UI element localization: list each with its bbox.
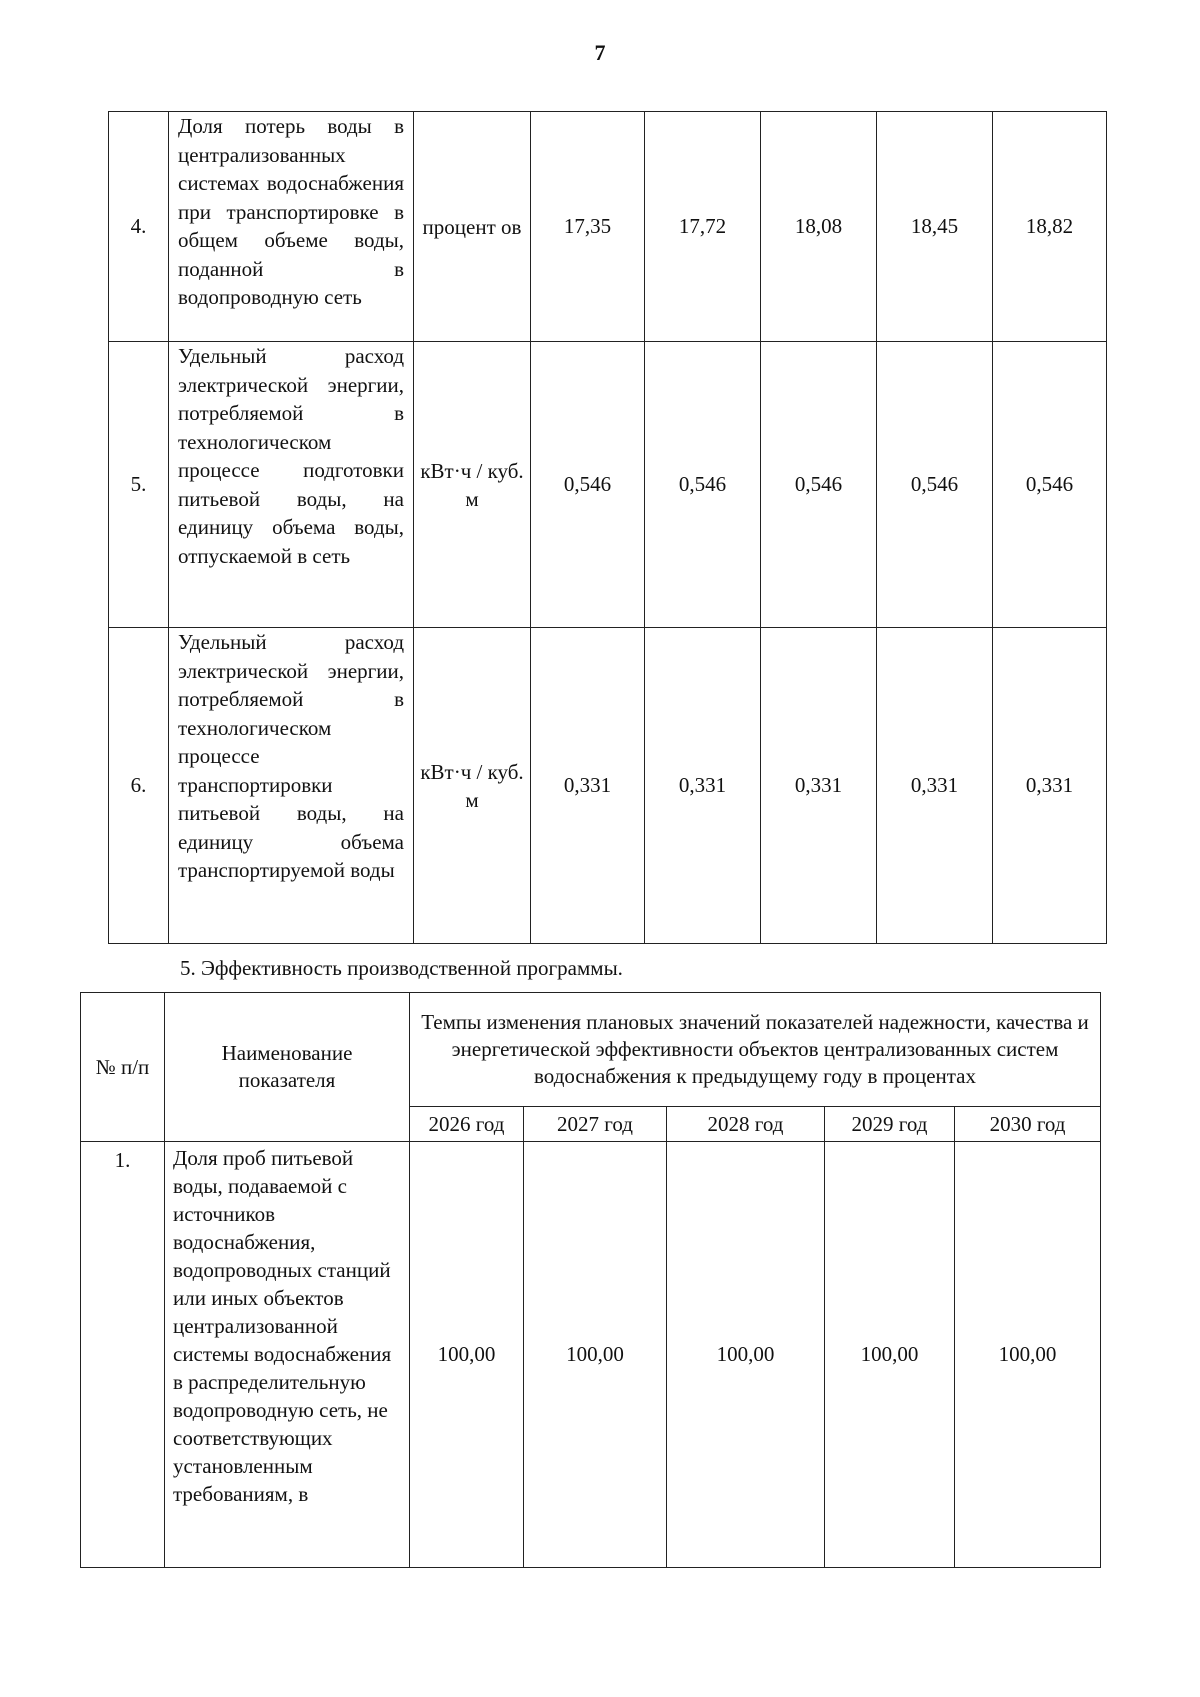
value-cell: 0,331	[761, 628, 877, 944]
value-cell: 18,82	[993, 112, 1107, 342]
value-cell: 100,00	[524, 1142, 667, 1568]
year-header: 2027 год	[524, 1107, 667, 1142]
table-row	[109, 342, 1107, 628]
row-number: 6.	[109, 628, 169, 944]
efficiency-table	[80, 992, 1101, 1568]
unit-cell: кВт·ч / куб. м	[414, 628, 531, 944]
value-cell: 18,08	[761, 112, 877, 342]
indicator-name: Удельный расход электрической энергии, потребляемой в технологическом процессе транспортировки питьевой воды, на единицу объема транспортируемой воды	[169, 628, 414, 944]
value-cell: 0,546	[993, 342, 1107, 628]
value-cell: 0,546	[877, 342, 993, 628]
value-cell: 100,00	[410, 1142, 524, 1568]
value-cell: 17,35	[531, 112, 645, 342]
value-cell: 0,546	[531, 342, 645, 628]
value-cell: 18,45	[877, 112, 993, 342]
value-cell: 0,331	[877, 628, 993, 944]
year-header: 2028 год	[667, 1107, 825, 1142]
header-number: № п/п	[81, 993, 165, 1142]
value-cell: 100,00	[667, 1142, 825, 1568]
table-header-row	[81, 993, 1101, 1107]
value-cell: 0,331	[531, 628, 645, 944]
indicators-table	[108, 111, 1107, 944]
value-cell: 0,546	[761, 342, 877, 628]
value-cell: 100,00	[825, 1142, 955, 1568]
year-header: 2030 год	[955, 1107, 1101, 1142]
row-number: 4.	[109, 112, 169, 342]
value-cell: 100,00	[955, 1142, 1101, 1568]
value-cell: 0,331	[645, 628, 761, 944]
year-header: 2029 год	[825, 1107, 955, 1142]
table-row	[109, 112, 1107, 342]
section-heading: 5. Эффективность производственной программы.	[180, 956, 623, 980]
year-header: 2026 год	[410, 1107, 524, 1142]
row-number: 1.	[81, 1142, 165, 1568]
indicator-name: Доля проб питьевой воды, подаваемой с источников водоснабжения, водопроводных станций или иных объектов централизованной системы водоснабжения в распределительную водопроводную сеть, не соответствующих установленным требованиям, в	[165, 1142, 410, 1568]
table-row	[109, 628, 1107, 944]
indicator-name: Удельный расход электрической энергии, потребляемой в технологическом процессе подготовки питьевой воды, на единицу объема воды, отпускаемой в сеть	[169, 342, 414, 628]
indicator-name: Доля потерь воды в централизованных системах водоснабжения при транспортировке в общем объеме воды, поданной в водопроводную сеть	[169, 112, 414, 342]
value-cell: 17,72	[645, 112, 761, 342]
unit-cell: процент ов	[414, 112, 531, 342]
value-cell: 0,331	[993, 628, 1107, 944]
value-cell: 0,546	[645, 342, 761, 628]
unit-cell: кВт·ч / куб. м	[414, 342, 531, 628]
page-number: 7	[594, 40, 606, 65]
header-group: Темпы изменения плановых значений показателей надежности, качества и энергетической эффективности объектов централизованных систем водоснабжения к предыдущему году в процентах	[410, 993, 1101, 1107]
row-number: 5.	[109, 342, 169, 628]
header-name: Наименование показателя	[165, 993, 410, 1142]
table-row	[81, 1142, 1101, 1568]
